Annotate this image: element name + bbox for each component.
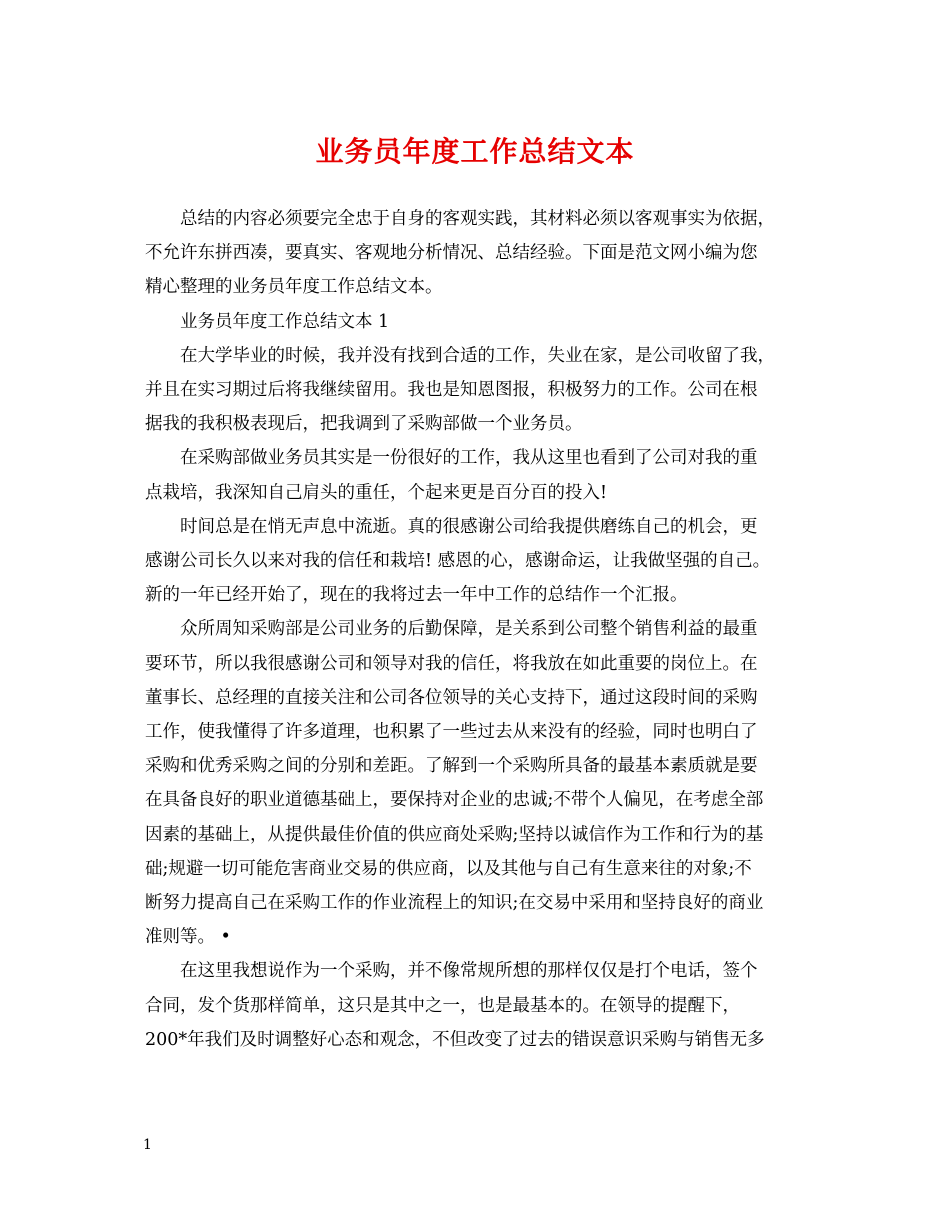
paragraph-line: 感谢公司长久以来对我的信任和栽培! 感恩的心，感谢命运，让我做坚强的自己。 [145,551,771,572]
paragraph [145,339,805,442]
paragraph-line: 精心整理的业务员年度工作总结文本。 [145,277,443,298]
paragraph-line: 业务员年度工作总结文本 1 [180,311,390,332]
paragraph [145,441,805,509]
paragraph-line: 断努力提高自己在采购工作的作业流程上的知识;在交易中采用和坚持良好的商业 [145,893,764,914]
paragraph [145,510,805,613]
paragraph-line: 总结的内容必须要完全忠于自身的客观实践，其材料必须以客观事实为依据， [180,209,775,229]
paragraph-line: 200*年我们及时调整好心态和观念，不但改变了过去的错误意识采购与销售无多 [145,1029,765,1050]
paragraph-line: 众所周知采购部是公司业务的后勤保障，是关系到公司整个销售利益的最重 [180,619,758,640]
paragraph-line: 不允许东拼西凑，要真实、客观地分析情况、总结经验。下面是范文网小编为您 [145,243,758,264]
paragraph-line: 合同，发个货那样简单，这只是其中之一，也是最基本的。在领导的提醒下， [145,995,740,1016]
paragraph-line: 在这里我想说作为一个采购，并不像常规所想的那样仅仅是打个电话，签个 [180,961,758,982]
paragraph [145,612,805,954]
paragraph-line: 采购和优秀采购之间的分别和差距。了解到一个采购所具备的最基本素质就是要 [145,756,758,777]
paragraph-line: 时间总是在悄无声息中流逝。真的很感谢公司给我提供磨练自己的机会，更 [180,516,758,537]
paragraph-line: 新的一年已经开始了，现在的我将过去一年中工作的总结作一个汇报。 [145,585,688,606]
paragraph-line: 要环节，所以我很感谢公司和领导对我的信任，将我放在如此重要的岗位上。在 [145,653,758,674]
paragraph-line: 准则等。 • [145,927,231,948]
page-number: 1 [143,1137,152,1153]
paragraph-line: 并且在实习期过后将我继续留用。我也是知恩图报，积极努力的工作。公司在根 [145,380,758,401]
paragraph [145,305,805,339]
paragraph-line: 工作，使我懂得了许多道理，也积累了一些过去从来没有的经验，同时也明白了 [145,722,758,743]
paragraph [145,202,805,305]
paragraph-line: 因素的基础上，从提供最佳价值的供应商处采购;坚持以诚信作为工作和行为的基 [145,824,764,845]
paragraph-line: 础;规避一切可能危害商业交易的供应商，以及其他与自己有生意来往的对象;不 [145,858,752,879]
document-title: 业务员年度工作总结文本 [315,135,635,168]
document-body [145,202,805,1057]
paragraph-line: 据我的我积极表现后，把我调到了采购部做一个业务员。 [145,414,583,435]
paragraph-line: 董事长、总经理的直接关注和公司各位领导的关心支持下，通过这段时间的采购 [145,687,758,708]
paragraph-line: 在采购部做业务员其实是一份很好的工作，我从这里也看到了公司对我的重 [180,448,758,469]
paragraph [145,954,805,1057]
paragraph-line: 点栽培，我深知自己肩头的重任，个起来更是百分百的投入! [145,482,608,503]
paragraph-line: 在大学毕业的时候，我并没有找到合适的工作，失业在家，是公司收留了我， [180,345,775,366]
paragraph-line: 在具备良好的职业道德基础上，要保持对企业的忠诚;不带个人偏见，在考虑全部 [145,790,764,811]
